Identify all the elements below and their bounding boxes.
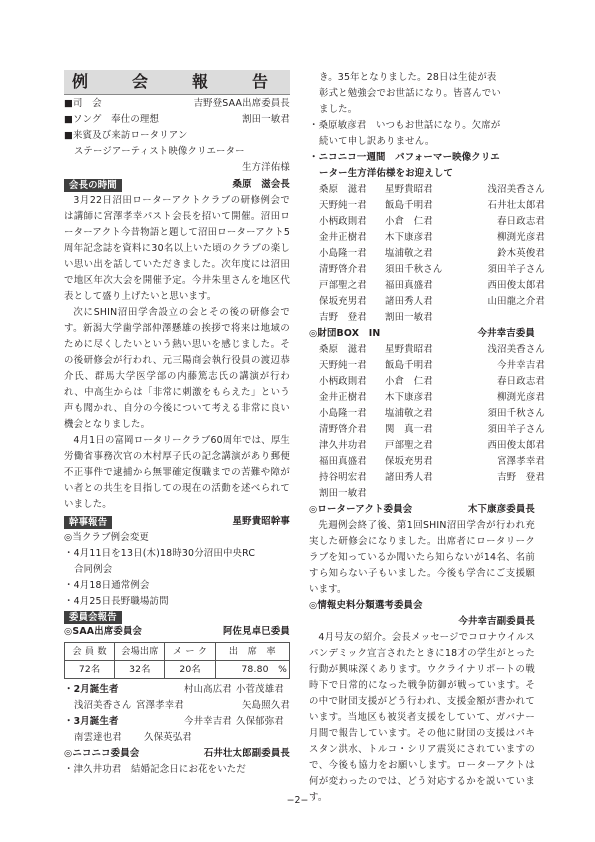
member-name: 諸田秀人君	[385, 472, 433, 483]
box-names-grid	[309, 342, 545, 502]
member-name: 吉野 登君	[497, 472, 545, 483]
member-name: 宮澤孝幸君	[497, 456, 545, 467]
member-name: 保坂充男君	[319, 296, 367, 307]
page-number: −2−	[286, 795, 309, 806]
member-name: 金井正樹君	[319, 232, 367, 243]
member-name: 須田羊子さん	[487, 264, 545, 275]
continued-line: 続いて申し訳ありません。	[319, 136, 435, 147]
secretary-name: 星野貴昭幹事	[232, 516, 290, 527]
secretary-item: ・4月25日長野職場訪問	[64, 596, 169, 607]
continued-line: ・桑原敏彦君 いつもお世話になり。欠席が	[309, 120, 501, 131]
birthday-name: 今井幸吉君	[184, 716, 232, 727]
president-section-header	[64, 177, 290, 193]
rotaract-name: 木下康彦委員長	[467, 504, 535, 515]
member-name: 浅沼美香さん	[487, 344, 545, 355]
box-title: ◎財団BOX IN	[309, 328, 381, 339]
member-name: 西田俊太郎君	[487, 440, 545, 451]
member-name	[461, 486, 545, 502]
member-name: 桑原 滋君	[319, 184, 367, 195]
rotaract-title: ◎ローターアクト委員会	[309, 504, 413, 515]
member-name: 鈴木英俊君	[497, 248, 545, 259]
attendance-table	[64, 642, 290, 679]
birthday-name: 小菅茂雄君	[236, 684, 284, 695]
continued-line: き。35年となりました。28日は生徒が表	[319, 72, 497, 83]
table-cell: 78.80 %	[215, 661, 289, 679]
box-name: 今井幸吉委員	[477, 328, 535, 339]
member-name: 須田千秋さん	[385, 264, 443, 275]
info-row-song	[64, 112, 290, 128]
birthday-name: 久保英弘君	[144, 732, 192, 743]
rotaract-header	[309, 502, 535, 518]
member-name: 持谷明宏君	[319, 472, 367, 483]
week-names-grid	[309, 182, 545, 326]
niconico-header	[64, 746, 290, 762]
member-name: 天野純一君	[319, 360, 367, 371]
table-header-cell: メ ー ク	[165, 643, 215, 661]
member-name: 小柄政則君	[319, 376, 367, 387]
table-cell: 72名	[65, 661, 115, 679]
member-name: 桑原 滋君	[319, 344, 367, 355]
birthday-row	[64, 682, 290, 698]
birthday-label: ・3月誕生者	[64, 716, 119, 727]
member-name: 諸田秀人君	[385, 296, 433, 307]
guest-line: ステージアーティスト映像クリエーター	[74, 146, 245, 157]
member-name: 春日政志君	[497, 376, 545, 387]
member-name: 飯島千明君	[385, 200, 433, 211]
info-value: 割田一敏君	[242, 114, 290, 125]
member-name: 小倉 仁君	[385, 216, 433, 227]
member-name: 塩浦敬之君	[385, 408, 433, 419]
member-name: 戸部聖之君	[385, 440, 433, 451]
saa-name: 阿佐見卓巳委員	[222, 626, 290, 637]
secretary-badge: 幹事報告	[64, 516, 112, 529]
box-header	[309, 326, 535, 342]
member-name: 飯島千明君	[385, 360, 433, 371]
table-header-cell: 会場出席	[115, 643, 165, 661]
member-name	[461, 310, 545, 326]
member-name: 割田一敏君	[319, 488, 367, 499]
member-name: 小島隆一君	[319, 248, 367, 259]
member-name: 須田千秋さん	[487, 408, 545, 419]
birthday-label: ・2月誕生者	[64, 684, 119, 695]
birthday-row	[64, 714, 290, 730]
table-header-cell: 出 席 率	[215, 643, 289, 661]
president-paragraph-2: 次にSHIN沼田学舎設立の会とその後の研修会です。新潟大学歯学部仲澤懸雄の挨拶で将来は地域のために尽くしたいという熱い思いを感じました。その後研修会が行われ、元三陽商会執行役員の渡辺恭介氏、群馬大学医学部の内藤篤志氏の講演が行われ、中高生からは「非常に刺激をもらえた」という声も聞かれ、自分の今後について考える非常に良い機会となりました。	[64, 307, 290, 430]
week-title: ・ニコニコ一週間 パフォーマー映像クリエ	[309, 152, 500, 163]
member-name: 須田羊子さん	[487, 424, 545, 435]
secretary-item: ・4月18日通常例会	[64, 580, 150, 591]
history-paragraph: 4月号友の紹介。会長メッセージでコロナウイルスパンデミック宣言されたときに18才の学生がとった行動が興味深くあります。ウクライナリポートの戦時下で日常的になった戦争防御が戦っています。その中で財団支援がどう行われ、支援金額が書かれています。当地区も被災者支援をしていて、ガバナー月間で報告しています。その他に財団の支援はパキスタン洪水、トルコ・シリア震災にされていますので、今後も協力をお願いします。ローターアクトは何が変わったのでは、どう対応するかを説いています。	[309, 632, 535, 803]
member-name: 清野啓介君	[319, 424, 367, 435]
rotaract-paragraph: 先週例会終了後、第1回SHIN沼田学舎が行われ充実した研修会になりました。出席者にロータリークラブを知っているか聞いたら知らないが14名、名前すら知らない子もいました。今後も学舎にご支援願います。	[309, 520, 535, 595]
president-paragraph-3: 4月1日の富岡ロータリークラブ60周年では、厚生労働省事務次官の木村厚子氏の記念講演があり郵便不正事件で逮捕から無罪確定復職までの苦難や障がい者との共生を目指しての現在の活動を述べられていました。	[64, 435, 290, 510]
president-badge: 会長の時間	[64, 179, 122, 192]
secretary-item: 合同例会	[74, 564, 113, 575]
niconico-title: ◎ニコニコ委員会	[64, 748, 140, 759]
table-header-row	[65, 643, 290, 661]
member-name: 西田俊太郎君	[487, 280, 545, 291]
member-name: 保坂充男君	[385, 456, 433, 467]
committee-badge: 委員会報告	[64, 611, 122, 624]
birthday-name: 久保郁弥君	[236, 716, 284, 727]
member-name: 金井正樹君	[319, 392, 367, 403]
member-name	[385, 486, 461, 502]
member-name: 今井幸吉君	[497, 360, 545, 371]
niconico-name: 石井壮太郎副委員長	[203, 748, 290, 759]
left-column	[64, 70, 290, 778]
member-name: 吉野 登君	[319, 312, 367, 323]
member-name: 星野貴昭君	[385, 344, 433, 355]
member-name: 木下康彦君	[385, 392, 433, 403]
member-name: 石井壮太郎君	[487, 200, 545, 211]
member-name: 関 真一君	[385, 424, 433, 435]
info-row-mc	[64, 96, 290, 112]
member-name: 柳渕光彦君	[497, 232, 545, 243]
right-column	[309, 70, 545, 806]
member-name: 天野純一君	[319, 200, 367, 211]
guest-name: 生方洋佑様	[242, 162, 290, 173]
week-title: ーター生方洋佑様をお迎えして	[319, 168, 454, 179]
info-label: ■司 会	[64, 98, 102, 109]
member-name: 小柄政則君	[319, 216, 367, 227]
continued-line: 彰式と勉強会でお世話になり。皆喜んでい	[319, 88, 501, 99]
member-name: 木下康彦君	[385, 232, 433, 243]
guest-heading: ■来賓及び来訪ロータリアン	[64, 130, 188, 141]
table-row	[65, 661, 290, 679]
committee-section-header	[64, 611, 290, 624]
member-name: 清野啓介君	[319, 264, 367, 275]
info-label: ■ソング 奉仕の理想	[64, 114, 160, 125]
member-name: 戸部聖之君	[319, 280, 367, 291]
member-name: 福田真盛君	[319, 456, 367, 467]
history-name: 今井幸吉副委員長	[458, 616, 535, 627]
secretary-item: ・4月11日を13日(木)18時30分沼田中央RC	[64, 548, 256, 559]
saa-title: ◎SAA出席委員会	[64, 626, 143, 637]
birthday-name: 村山高広君	[184, 684, 232, 695]
birthday-name: 南雲達也君	[74, 732, 122, 743]
info-value: 吉野登SAA出席委員長	[193, 98, 290, 109]
president-paragraph-1: 3月22日沼田ローターアクトクラブの研修例会では講師に宮澤孝幸パスト会長を招いて開催。沼田ローターアクト今昔物語と題して沼田ローターアクト5周年記念誌を資料に30名以上いた頃のクラブの楽しい思い出を話していただきました。次年度には沼田で地区年次大会を開催予定。今井朱里さんを地区代表として盛り上げたいと思います。	[64, 195, 290, 302]
niconico-line: ・津久井功君 結婚記念日にお花をいただ	[64, 764, 246, 775]
member-name: 柳渕光彦君	[497, 392, 545, 403]
birthday-name: 矢島照久君	[242, 700, 290, 711]
birthday-row	[64, 730, 290, 746]
member-name: 福田真盛君	[385, 280, 433, 291]
member-name: 浅沼美香さん	[487, 184, 545, 195]
table-cell: 32名	[115, 661, 165, 679]
history-title: ◎情報史料分類選考委員会	[309, 600, 423, 611]
member-name: 小島隆一君	[319, 408, 367, 419]
table-cell: 20名	[165, 661, 215, 679]
member-name: 割田一敏君	[385, 312, 433, 323]
president-name: 桑原 滋会長	[232, 179, 290, 190]
birthday-row	[64, 698, 290, 714]
saa-header	[64, 624, 290, 640]
member-name: 塩浦敬之君	[385, 248, 433, 259]
report-title: 例 会 報 告	[64, 70, 290, 95]
member-name: 津久井功君	[319, 440, 367, 451]
continued-line: ました。	[319, 104, 358, 115]
secretary-section-header	[64, 514, 290, 530]
birthday-name: 浅沼美香さん	[74, 700, 132, 711]
member-name: 星野貴昭君	[385, 184, 433, 195]
birthday-name: 宮澤孝幸君	[136, 700, 184, 711]
member-name: 小倉 仁君	[385, 376, 433, 387]
secretary-item: ◎当クラブ例会変更	[64, 532, 149, 543]
table-header-cell: 会 員 数	[65, 643, 115, 661]
member-name: 春日政志君	[497, 216, 545, 227]
member-name: 山田龍之介君	[487, 296, 545, 307]
